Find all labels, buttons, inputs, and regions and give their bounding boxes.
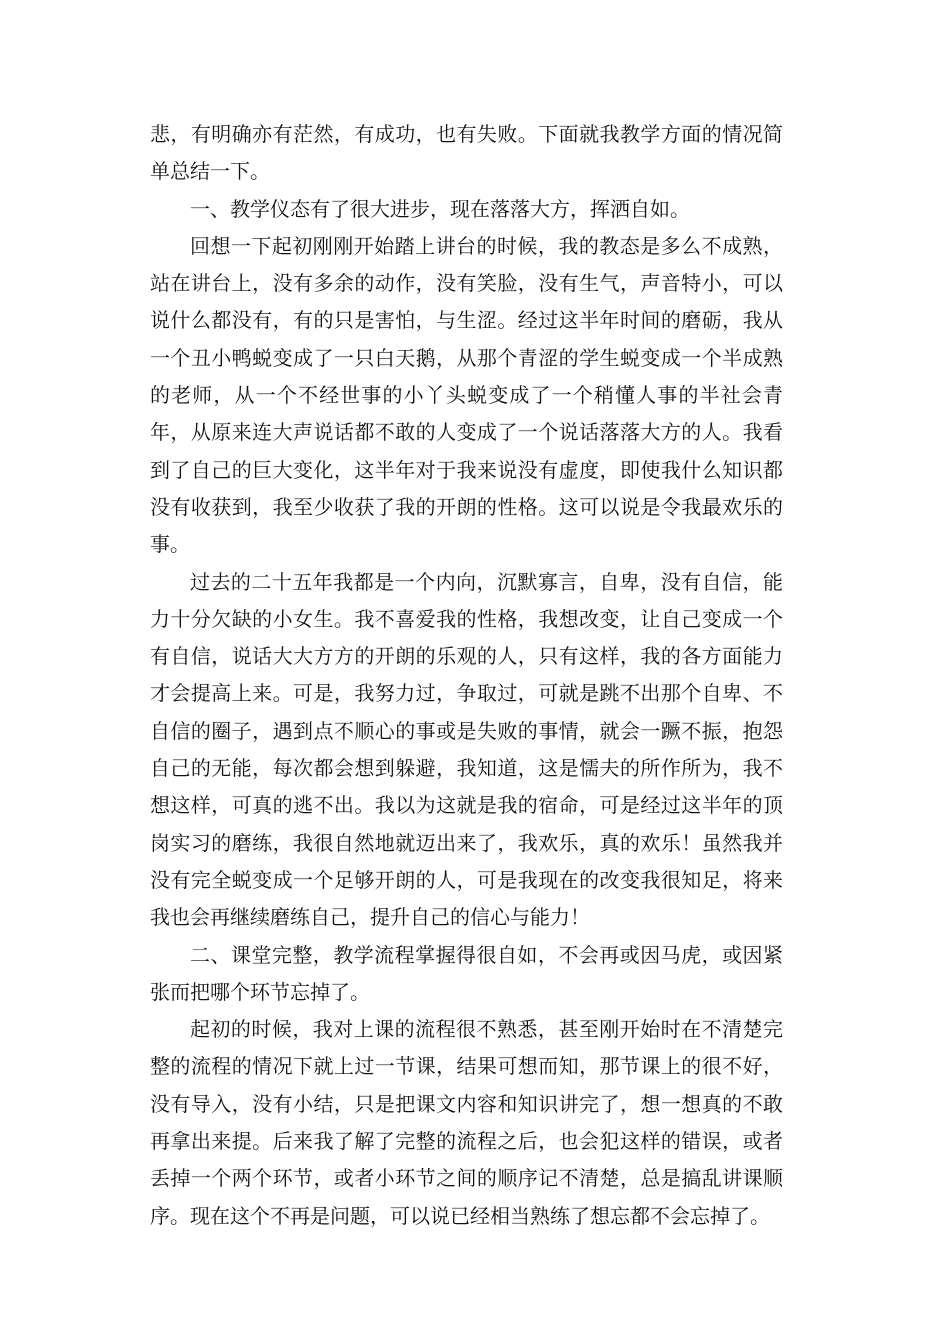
- paragraph-2-heading: 一、教学仪态有了很大进步，现在落落大方，挥洒自如。: [190, 196, 690, 221]
- paragraph-3: 回想一下起初刚刚开始踏上讲台的时候，我的教态是多么不成熟，站在讲台上，没有多余的动作，没有笑脸，没有生气，声音特小，可以说什么都没有，有的只是害怕，与生涩。经过这半年时间的磨砺，我从一个丑小鸭蜕变成了一只白天鹅，从那个青涩的学生蜕变成一个半成熟的老师，从一个不经世事的小丫头蜕变成了一个稍懂人事的半社会青年，从原来连大声说话都不敢的人变成了一个说话落落大方的人。我看到了自己的巨大变化，这半年对于我来说没有虚度，即使我什么知识都没有收获到，我至少收获了我的开朗的性格。这可以说是令我最欢乐的事。: [150, 233, 783, 557]
- paragraph-4: 过去的二十五年我都是一个内向，沉默寡言，自卑，没有自信，能力十分欠缺的小女生。我不喜爱我的性格，我想改变，让自己变成一个有自信，说话大大方方的开朗的乐观的人，只有这样，我的各方面能力才会提高上来。可是，我努力过，争取过，可就是跳不出那个自卑、不自信的圈子，遇到点不顺心的事或是失败的事情，就会一蹶不振，抱怨自己的无能，每次都会想到躲避，我知道，这是懦夫的所作所为，我不想这样，可真的逃不出。我以为这就是我的宿命，可是经过这半年的顶岗实习的磨练，我很自然地就迈出来了，我欢乐，真的欢乐！虽然我并没有完全蜕变成一个足够开朗的人，可是我现在的改变我很知足，将来我也会再继续磨练自己，提升自己的信心与能力！: [150, 569, 783, 930]
- paragraph-5-heading: 二、课堂完整，教学流程掌握得很自如，不会再或因马虎，或因紧张而把哪个环节忘掉了。: [150, 942, 783, 1004]
- document-body: [150, 116, 783, 1235]
- paragraph-6: 起初的时候，我对上课的流程很不熟悉，甚至刚开始时在不清楚完整的流程的情况下就上过一节课，结果可想而知，那节课上的很不好，没有导入，没有小结，只是把课文内容和知识讲完了，想一想真的不敢再拿出来提。后来我了解了完整的流程之后，也会犯这样的错误，或者丢掉一个两个环节，或者小环节之间的顺序记不清楚，总是搞乱讲课顺序。现在这个不再是问题，可以说已经相当熟练了想忘都不会忘掉了。: [150, 1017, 783, 1228]
- paragraph-1: 悲，有明确亦有茫然，有成功，也有失败。下面就我教学方面的情况简单总结一下。: [150, 122, 783, 184]
